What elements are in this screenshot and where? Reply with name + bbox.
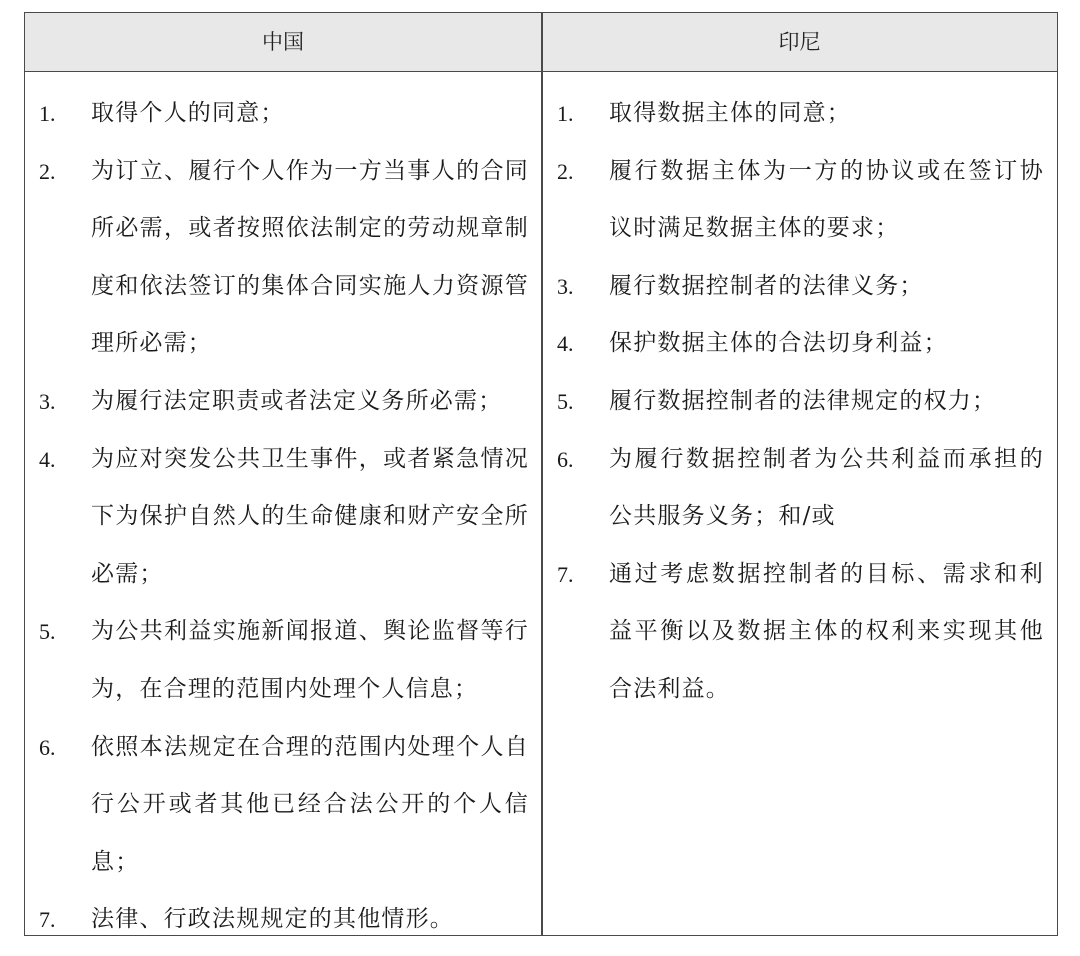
item-number: 5. xyxy=(39,619,56,645)
china-column xyxy=(25,85,541,949)
item-number: 5. xyxy=(557,388,574,414)
list-item xyxy=(25,85,541,143)
item-text: 为应对突发公共卫生事件，或者紧急情况下为保护自然人的生命健康和财产安全所必需； xyxy=(91,445,529,587)
list-item xyxy=(25,719,541,892)
item-text: 为订立、履行个人作为一方当事人的合同所必需，或者按照依法制定的劳动规章制度和依法签订的集体合同实施人力资源管理所必需； xyxy=(91,157,529,357)
list-item xyxy=(543,315,1056,373)
item-text: 履行数据控制者的法律规定的权力； xyxy=(609,387,997,414)
item-text: 依照本法规定在合理的范围内处理个人自行公开或者其他已经合法公开的个人信息； xyxy=(91,733,529,875)
list-item xyxy=(543,143,1056,258)
item-number: 1. xyxy=(557,101,574,126)
list-item xyxy=(25,143,541,373)
item-number: 4. xyxy=(39,446,56,472)
item-number: 7. xyxy=(557,561,574,587)
item-text: 通过考虑数据控制者的目标、需求和利益平衡以及数据主体的权利来实现其他合法利益。 xyxy=(609,560,1044,702)
item-text: 为履行数据控制者为公共利益而承担的公共服务义务；和/或 xyxy=(609,445,1044,530)
item-number: 2. xyxy=(39,158,56,184)
item-number: 1. xyxy=(39,101,56,126)
item-number: 6. xyxy=(557,446,574,472)
list-item xyxy=(543,546,1056,719)
item-number: 6. xyxy=(39,734,56,760)
header-china: 中国 xyxy=(262,30,304,54)
item-text: 为公共利益实施新闻报道、舆论监督等行为，在合理的范围内处理个人信息； xyxy=(91,618,529,702)
list-item xyxy=(25,431,541,604)
list-item xyxy=(543,258,1056,316)
item-number: 7. xyxy=(39,907,56,933)
item-number: 3. xyxy=(39,388,56,414)
item-number: 4. xyxy=(557,331,574,357)
item-text: 为履行法定职责或者法定义务所必需； xyxy=(91,387,503,414)
list-item xyxy=(25,891,541,949)
indonesia-column xyxy=(543,85,1056,719)
list-item xyxy=(25,603,541,718)
comparison-table xyxy=(24,12,1058,936)
item-text: 保护数据主体的合法切身利益； xyxy=(609,330,948,357)
item-number: 2. xyxy=(557,158,574,184)
item-text: 法律、行政法规规定的其他情形。 xyxy=(91,906,454,933)
list-item xyxy=(543,85,1056,143)
item-text: 履行数据主体为一方的协议或在签订协议时满足数据主体的要求； xyxy=(609,157,1044,242)
list-item xyxy=(543,431,1056,546)
header-indonesia: 印尼 xyxy=(778,30,821,54)
list-item xyxy=(25,373,541,431)
item-text: 履行数据控制者的法律义务； xyxy=(609,272,924,299)
item-text: 取得数据主体的同意； xyxy=(609,100,851,126)
item-number: 3. xyxy=(557,273,574,299)
item-text: 取得个人的同意； xyxy=(91,100,285,126)
list-item xyxy=(543,373,1056,431)
